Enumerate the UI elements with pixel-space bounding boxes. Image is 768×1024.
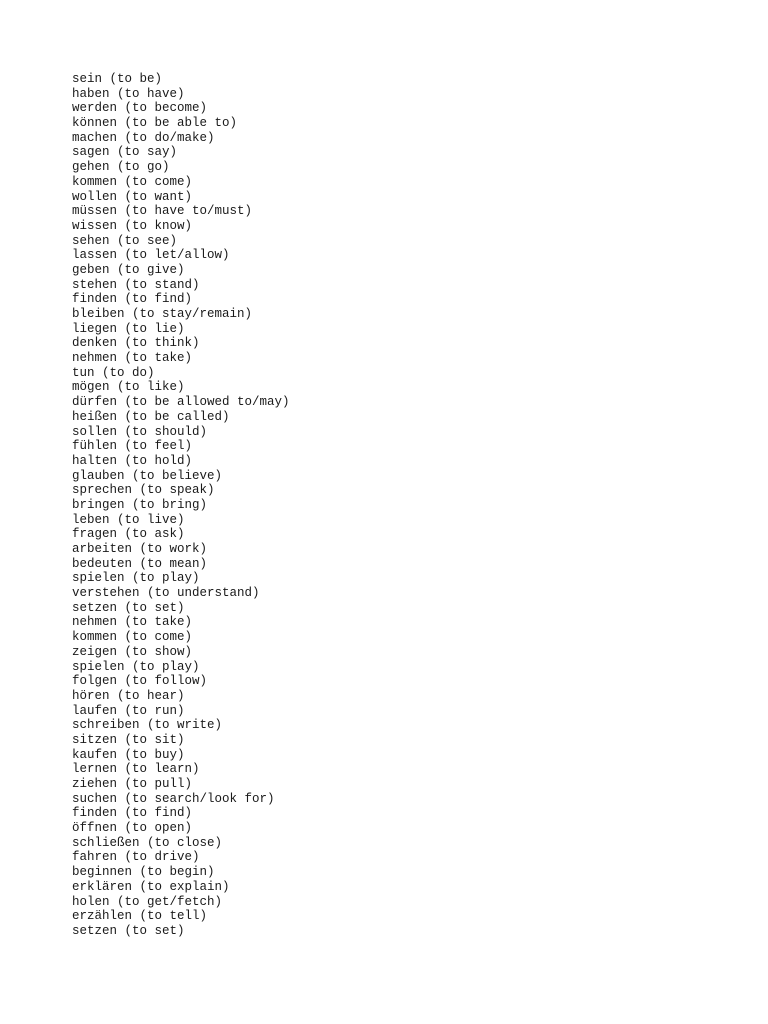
verb-line: erzählen (to tell) xyxy=(72,909,208,924)
verb-line: mögen (to like) xyxy=(72,380,185,395)
verb-line: verstehen (to understand) xyxy=(72,586,260,601)
verb-line: erklären (to explain) xyxy=(72,879,230,894)
verb-line: lernen (to learn) xyxy=(72,762,200,777)
verb-line: müssen (to have to/must) xyxy=(72,204,253,219)
verb-line: glauben (to believe) xyxy=(72,468,223,483)
verb-line: suchen (to search/look for) xyxy=(72,791,275,806)
verb-line: sprechen (to speak) xyxy=(72,483,215,498)
verb-line: hören (to hear) xyxy=(72,688,185,703)
verb-line: ziehen (to pull) xyxy=(72,777,193,791)
verb-line: sehen (to see) xyxy=(72,233,178,248)
verb-line: schreiben (to write) xyxy=(72,718,223,733)
verb-line: bringen (to bring) xyxy=(72,497,208,512)
verb-line: haben (to have) xyxy=(72,86,185,101)
verb-line: laufen (to run) xyxy=(72,703,185,718)
verb-line: fühlen (to feel) xyxy=(72,439,193,454)
verb-line: machen (to do/make) xyxy=(72,130,215,145)
verb-line: sitzen (to sit) xyxy=(72,732,185,747)
verb-line: bleiben (to stay/remain) xyxy=(72,307,253,321)
verb-line: werden (to become) xyxy=(72,101,208,116)
verb-line: kommen (to come) xyxy=(72,174,193,189)
verb-line: gehen (to go) xyxy=(72,160,170,175)
verb-line: tun (to do) xyxy=(72,365,155,380)
verb-list xyxy=(72,72,290,939)
verb-line: sagen (to say) xyxy=(72,145,178,160)
verb-line: finden (to find) xyxy=(72,806,193,821)
verb-line: öffnen (to open) xyxy=(72,821,193,836)
verb-line: dürfen (to be allowed to/may) xyxy=(72,395,290,410)
verb-line: wollen (to want) xyxy=(72,189,193,204)
verb-line: spielen (to play) xyxy=(72,659,200,674)
verb-line: denken (to think) xyxy=(72,336,200,351)
verb-line: holen (to get/fetch) xyxy=(72,894,223,909)
verb-line: beginnen (to begin) xyxy=(72,865,215,880)
verb-line: halten (to hold) xyxy=(72,453,193,468)
verb-line: fragen (to ask) xyxy=(72,527,185,542)
verb-line: lassen (to let/allow) xyxy=(72,248,230,263)
verb-line: stehen (to stand) xyxy=(72,277,200,292)
verb-line: arbeiten (to work) xyxy=(72,542,208,556)
verb-line: leben (to live) xyxy=(72,512,185,527)
verb-line: heißen (to be called) xyxy=(72,409,230,424)
verb-line: kommen (to come) xyxy=(72,630,193,645)
verb-line: sollen (to should) xyxy=(72,424,208,439)
verb-line: setzen (to set) xyxy=(72,600,185,615)
verb-line: fahren (to drive) xyxy=(72,850,200,865)
verb-line: geben (to give) xyxy=(72,262,185,277)
verb-line: wissen (to know) xyxy=(72,218,193,233)
verb-line: können (to be able to) xyxy=(72,116,238,131)
verb-line: kaufen (to buy) xyxy=(72,747,185,762)
verb-line: folgen (to follow) xyxy=(72,674,208,689)
verb-line: sein (to be) xyxy=(72,72,163,86)
verb-line: finden (to find) xyxy=(72,292,193,307)
verb-line: nehmen (to take) xyxy=(72,351,193,366)
verb-line: spielen (to play) xyxy=(72,571,200,586)
verb-line: bedeuten (to mean) xyxy=(72,556,208,571)
verb-line: zeigen (to show) xyxy=(72,644,193,659)
verb-line: liegen (to lie) xyxy=(72,321,185,336)
verb-line: nehmen (to take) xyxy=(72,615,193,630)
verb-line: setzen (to set) xyxy=(72,923,185,938)
verb-line: schließen (to close) xyxy=(72,835,223,850)
